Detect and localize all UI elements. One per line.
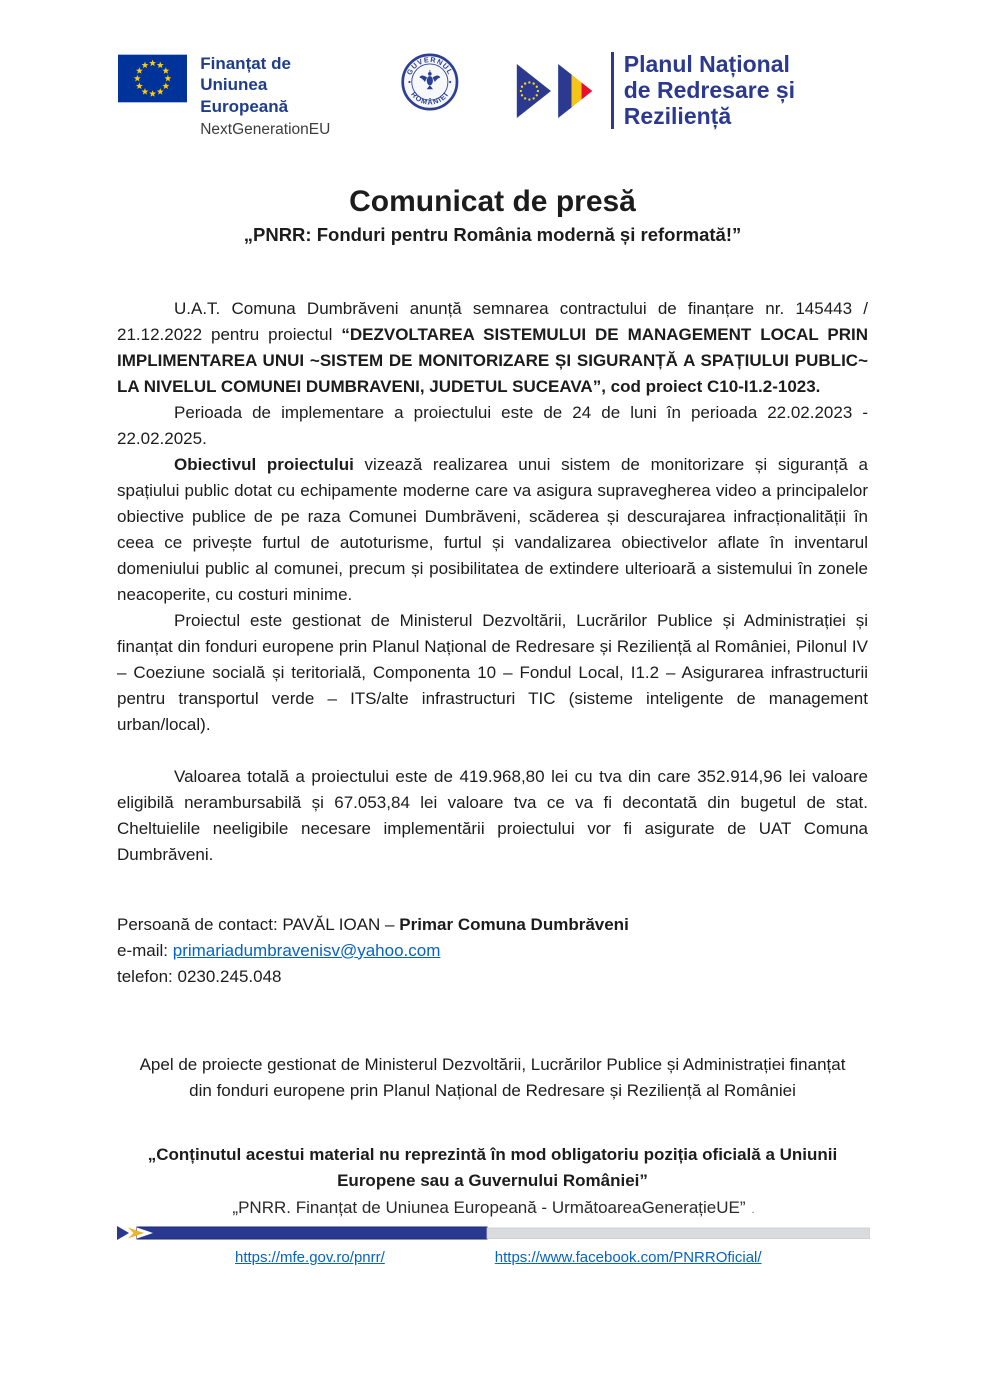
footer-links — [117, 1249, 870, 1266]
project-title-bold: “DEZVOLTAREA SISTEMULUI DE MANAGEMENT LOCAL PRIN IMPLIMENTAREA UNUI ~SISTEM DE MONITORIZARE ȘI SIGURANȚĂ A SPAȚIULUI PUBLIC~ LA NIVELUL COMUNEI DUMBRAVENI, JUDETUL SUCEAVA”, cod proiect C10-I1.2-1023. — [117, 324, 869, 396]
page-title: Comunicat de presă — [349, 184, 636, 218]
contact-person-line — [117, 912, 868, 938]
paragraph-period: Perioada de implementare a proiectului este de 24 de luni în perioada 22.02.2023 - 22.02.2025. — [117, 402, 868, 448]
pnrr-logo — [515, 52, 880, 129]
paragraph-management: Proiectul este gestionat de Ministerul Dezvoltării, Lucrărilor Publice și Administrației și finanțat din fonduri europene prin Planul Național de Redresare și Reziliență al României, Pilonul IV – Coeziune socială și teritorială, Componenta 10 – Fondul Local, I1.2 – Asigurarea infrastructurii pentru transportul verde – ITS/alte infrastructuri TIC (sisteme inteligente de management urban/local). — [117, 610, 868, 734]
contact-person-role-bold: Primar Comuna Dumbrăveni — [399, 914, 629, 934]
pnrr-logo-line2: de Redresare și Reziliență — [623, 76, 796, 129]
page-subtitle: „PNRR: Fonduri pentru România modernă și reformată!” — [243, 223, 742, 245]
paragraph-contract — [117, 296, 868, 400]
eu-funding-text — [200, 52, 344, 139]
email-link[interactable]: primariadumbravenisv@yahoo.com — [172, 940, 441, 960]
contact-person-label: Persoană de contact: PAVĂL IOAN – — [117, 914, 400, 934]
eu-funding-line1: Finanțat de — [200, 54, 291, 73]
footer-bar-graphic — [117, 1225, 870, 1241]
document-body — [0, 185, 988, 1194]
logo-header — [0, 0, 988, 139]
contact-phone-line: telefon: 0230.245.048 — [117, 966, 282, 986]
disclaimer-note: „Conținutul acestui material nu reprezintă în mod obligatoriu poziția oficială a Uniunii Europene sau a Guvernului României” — [147, 1144, 838, 1190]
body-paragraphs — [117, 296, 868, 868]
footer-link-mfe[interactable]: https://mfe.gov.ro/pnrr/ — [235, 1249, 385, 1266]
email-label: e-mail: — [117, 940, 173, 960]
footer — [117, 1198, 870, 1266]
objective-text: vizează realizarea unui sistem de monitorizare și siguranță a spațiului public dotat cu echipamente moderne care va asigura supravegherea video a principalelor obiective publice de pe raza Comunei Dumbrăveni, scăderea și descurajarea infracționalității în ceea ce privește furtul de autoturisme, furtul și vandalizarea obiectivelor aflate în inventarul domeniului public al comunei, precum și posibilitatea de extindere ulterioară a sistemului în zonele neacoperite, cu costuri minime. — [117, 454, 868, 604]
seal-top-text: GUVERNUL — [404, 54, 455, 77]
footer-quote-text: „PNRR. Finanțat de Uniunea Europeană - UrmătoareaGenerațieUE” — [232, 1198, 746, 1217]
pnrr-logo-line1: Planul Național — [623, 51, 790, 77]
paragraph-contract-text: U.A.T. Comuna Dumbrăveni anunță semnarea contractului de finanțare nr. 145443 / 21.12.2022 pentru proiectul — [117, 298, 868, 344]
seal-bottom-text: ROMÂNIEI — [408, 89, 451, 107]
footer-quote — [117, 1198, 870, 1218]
footer-arrow-icon — [117, 1226, 129, 1240]
contact-email-line — [117, 938, 868, 964]
footer-stray-dot: . — [751, 1204, 755, 1216]
paragraph-value: Valoarea totală a proiectului este de 419.968,80 lei cu tva din care 352.914,96 lei valoare eligibilă nerambursabilă și 67.053,84 lei valoare tva ce va fi decontată din bugetul de stat. Cheltuielile neeligibile necesare implementării proiectului vor fi asigurate de UAT Comuna Dumbrăveni. — [117, 766, 868, 864]
eu-funding-logo — [118, 52, 344, 139]
eu-funding-line2: Uniunea Europeană — [200, 75, 289, 116]
eu-flag-icon — [118, 52, 187, 105]
contact-block — [117, 912, 868, 990]
pnrr-logo-text — [611, 52, 880, 129]
call-note: Apel de proiecte gestionat de Ministerul Dezvoltării, Lucrărilor Publice și Administrației finanțat din fonduri europene prin Planul Național de Redresare și Reziliență al României — [139, 1054, 846, 1100]
footer-link-facebook[interactable]: https://www.facebook.com/PNRROficial/ — [494, 1249, 762, 1266]
gov-seal-icon — [400, 49, 460, 115]
paragraph-objective — [117, 452, 868, 608]
objective-label-bold: Obiectivul proiectului — [174, 454, 354, 474]
pnrr-arrows-icon — [515, 60, 601, 122]
next-generation-eu-label: NextGenerationEU — [200, 120, 331, 138]
